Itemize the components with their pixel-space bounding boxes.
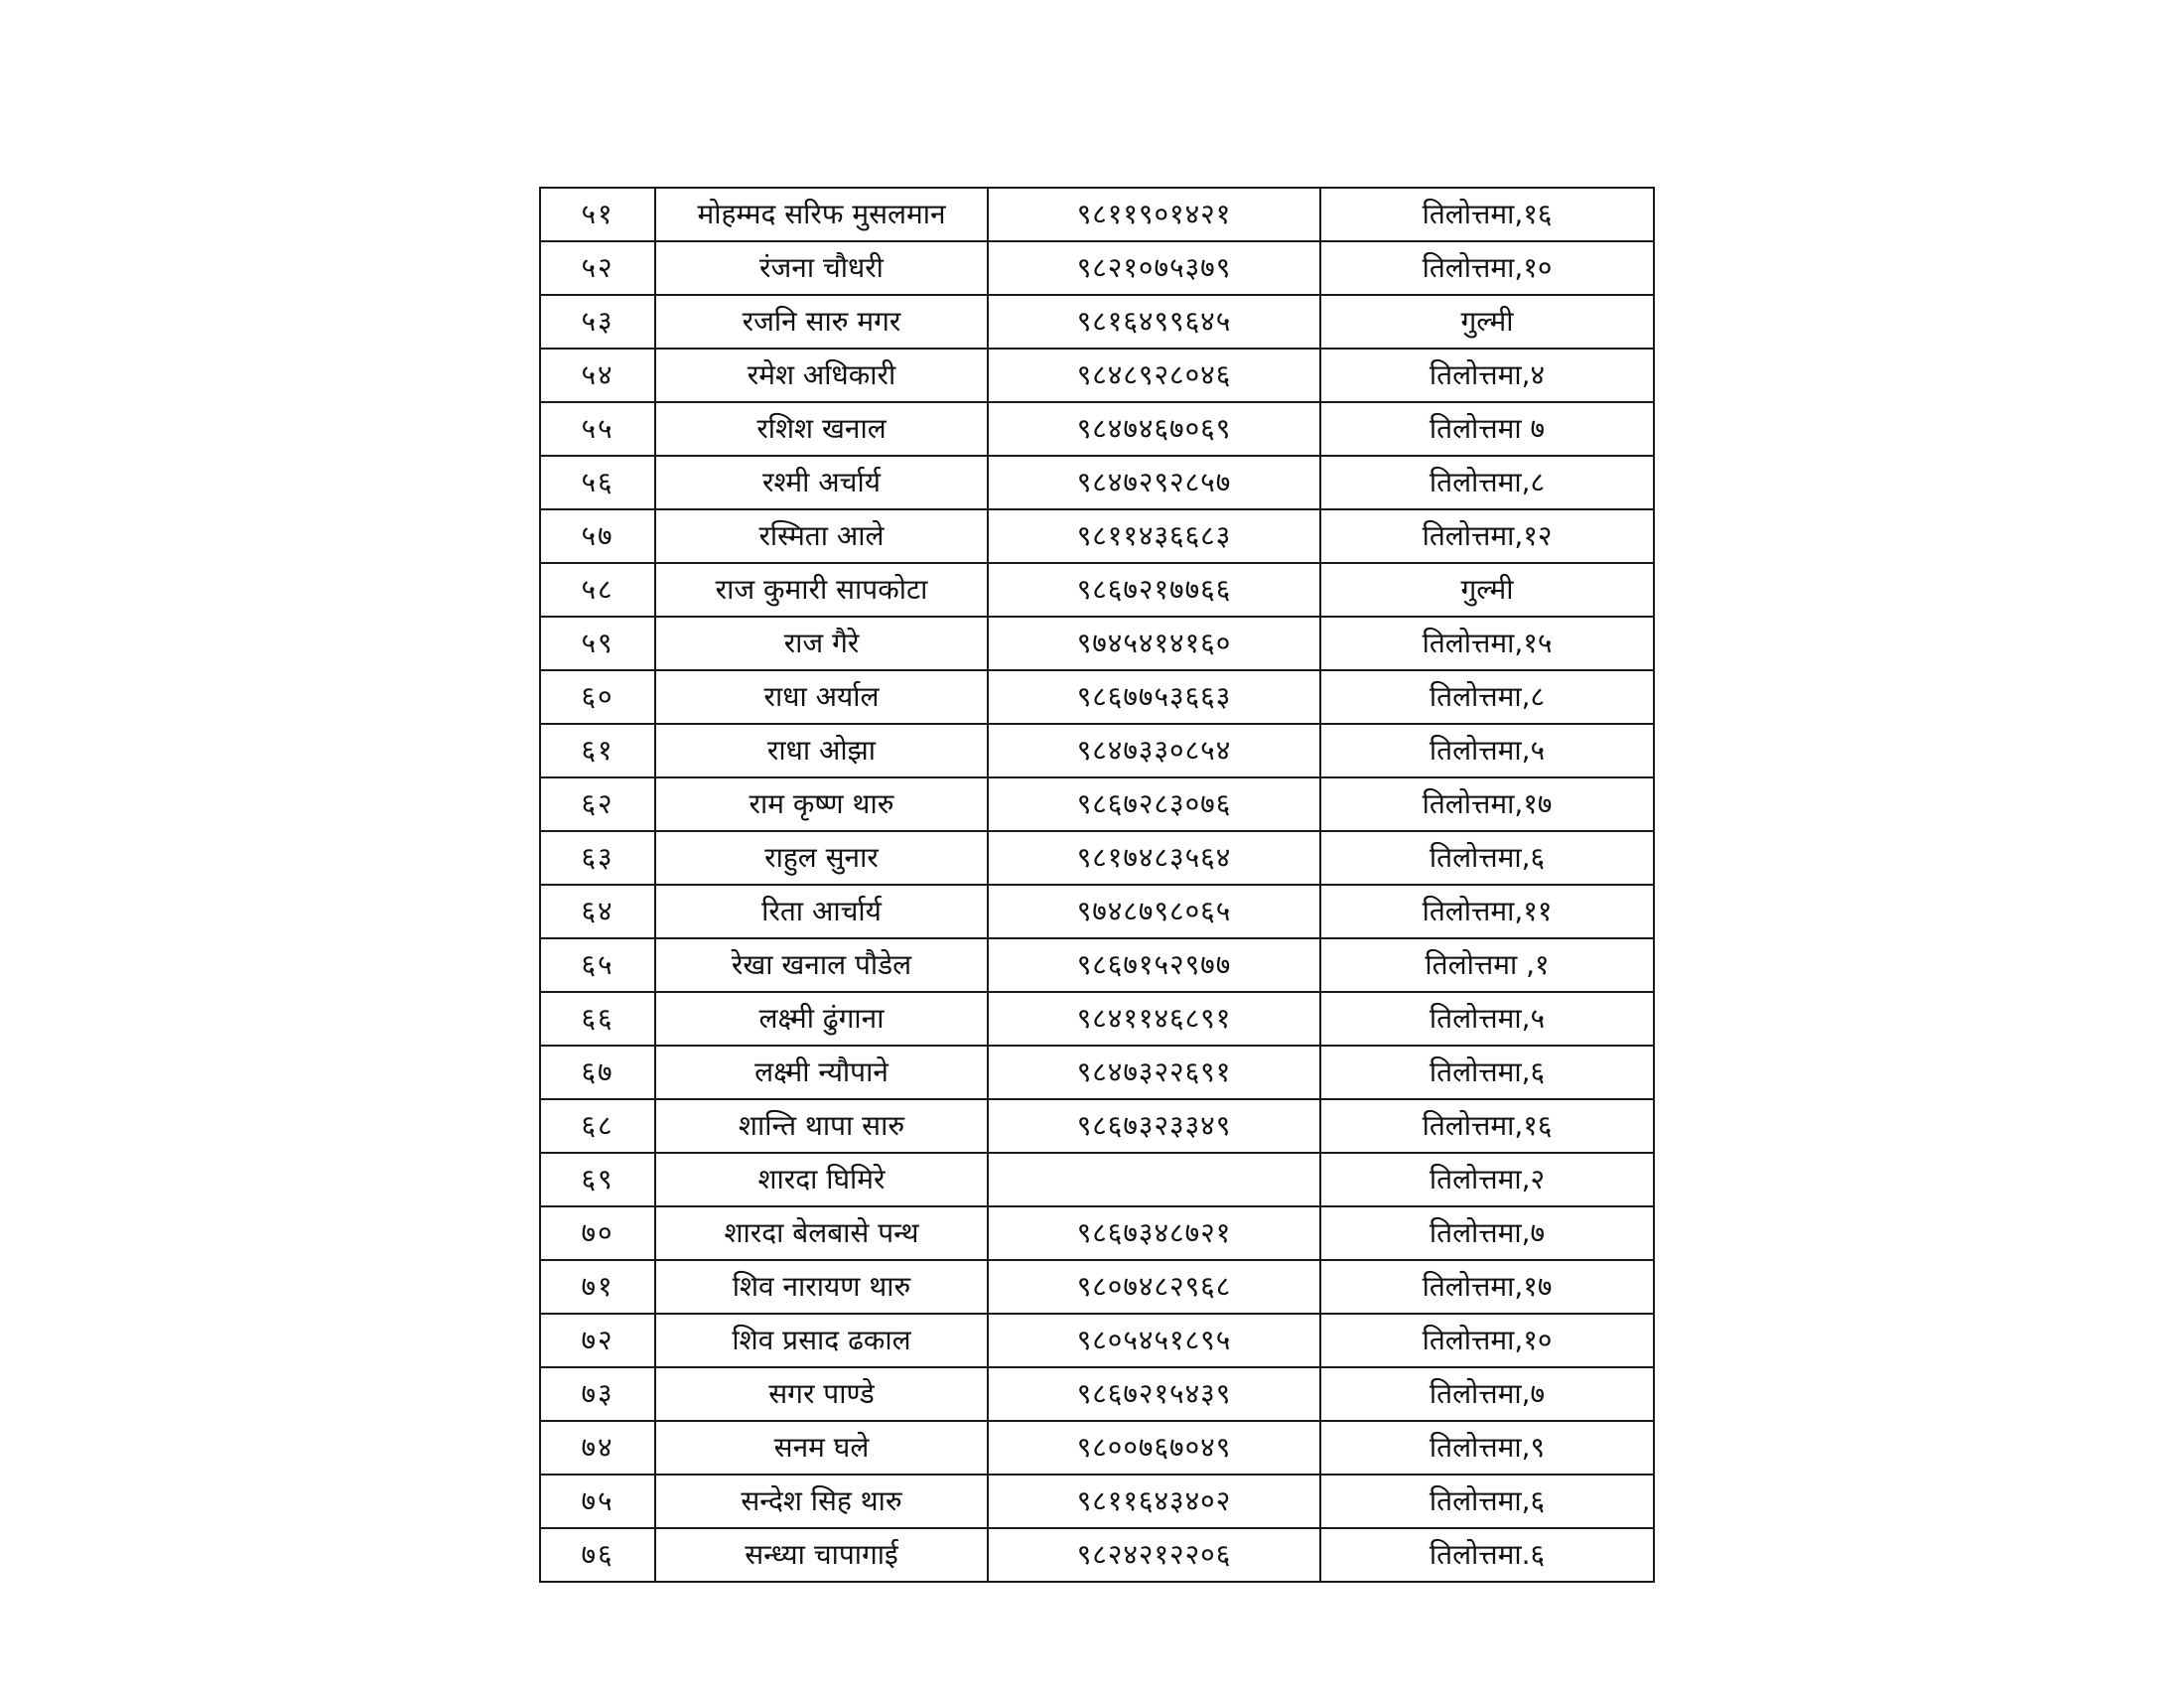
name-cell: रेखा खनाल पौडेल <box>655 938 988 992</box>
table-row <box>540 724 1654 777</box>
serial-number-cell: ५१ <box>540 188 655 241</box>
phone-number-cell: ९७४५४१४१६० <box>988 617 1320 670</box>
serial-number-cell: ७१ <box>540 1260 655 1314</box>
serial-number-cell: ७६ <box>540 1528 655 1582</box>
phone-number-cell: ९८६७२८३०७६ <box>988 777 1320 831</box>
table-row <box>540 1153 1654 1206</box>
serial-number-cell: ७३ <box>540 1367 655 1421</box>
serial-number-cell: ६० <box>540 670 655 724</box>
address-cell: तिलोत्तमा,५ <box>1320 724 1654 777</box>
table-row <box>540 1314 1654 1367</box>
address-cell: तिलोत्तमा,१० <box>1320 1314 1654 1367</box>
serial-number-cell: ७० <box>540 1206 655 1260</box>
serial-number-cell: ५८ <box>540 563 655 617</box>
table-row <box>540 1046 1654 1099</box>
serial-number-cell: ६५ <box>540 938 655 992</box>
serial-number-cell: ५५ <box>540 402 655 456</box>
phone-number-cell: ९७४८७९८०६५ <box>988 885 1320 938</box>
table-row <box>540 670 1654 724</box>
phone-number-cell: ९८०७४८२९६८ <box>988 1260 1320 1314</box>
name-cell: रिता आर्चार्य <box>655 885 988 938</box>
name-cell: शिव प्रसाद ढकाल <box>655 1314 988 1367</box>
address-cell: तिलोत्तमा,११ <box>1320 885 1654 938</box>
table-row <box>540 188 1654 241</box>
phone-number-cell: ९८००७६७०४९ <box>988 1421 1320 1475</box>
table-row <box>540 295 1654 349</box>
phone-number-cell: ९८४८९२८०४६ <box>988 349 1320 402</box>
phone-number-cell: ९८४७३३०८५४ <box>988 724 1320 777</box>
phone-number-cell: ९८६७१५२९७७ <box>988 938 1320 992</box>
serial-number-cell: ६७ <box>540 1046 655 1099</box>
address-cell: तिलोत्तमा,६ <box>1320 1046 1654 1099</box>
name-cell: राम कृष्ण थारु <box>655 777 988 831</box>
phone-number-cell: ९८२४२१२२०६ <box>988 1528 1320 1582</box>
phone-number-cell: ९८४७४६७०६९ <box>988 402 1320 456</box>
serial-number-cell: ५३ <box>540 295 655 349</box>
name-cell: शान्ति थापा सारु <box>655 1099 988 1153</box>
phone-number-cell: ९८११४३६६८३ <box>988 509 1320 563</box>
address-cell: तिलोत्तमा.६ <box>1320 1528 1654 1582</box>
name-cell: सन्देश सिह थारु <box>655 1475 988 1528</box>
table-row <box>540 1421 1654 1475</box>
name-cell: रंजना चौधरी <box>655 241 988 295</box>
table-row <box>540 777 1654 831</box>
phone-number-cell: ९८६७७५३६६३ <box>988 670 1320 724</box>
name-cell: मोहम्मद सरिफ मुसलमान <box>655 188 988 241</box>
address-cell: तिलोत्तमा,१७ <box>1320 1260 1654 1314</box>
address-cell: तिलोत्तमा ,१ <box>1320 938 1654 992</box>
address-cell: तिलोत्तमा,१२ <box>1320 509 1654 563</box>
table-row <box>540 617 1654 670</box>
address-cell: तिलोत्तमा,९ <box>1320 1421 1654 1475</box>
name-cell: लक्ष्मी ढुंगाना <box>655 992 988 1046</box>
name-cell: राज कुमारी सापकोटा <box>655 563 988 617</box>
phone-number-cell: ९८४११४६८९१ <box>988 992 1320 1046</box>
phone-number-cell: ९८६७३४८७२१ <box>988 1206 1320 1260</box>
address-cell: तिलोत्तमा ७ <box>1320 402 1654 456</box>
name-cell: रस्मिता आले <box>655 509 988 563</box>
name-cell: राहुल सुनार <box>655 831 988 885</box>
table-row <box>540 349 1654 402</box>
serial-number-cell: ६२ <box>540 777 655 831</box>
name-cell: सनम घले <box>655 1421 988 1475</box>
name-cell: रश्मी अर्चार्य <box>655 456 988 509</box>
serial-number-cell: ६९ <box>540 1153 655 1206</box>
address-cell: तिलोत्तमा,१० <box>1320 241 1654 295</box>
name-cell: राधा अर्याल <box>655 670 988 724</box>
address-cell: तिलोत्तमा,८ <box>1320 670 1654 724</box>
serial-number-cell: ७५ <box>540 1475 655 1528</box>
address-cell: तिलोत्तमा,६ <box>1320 1475 1654 1528</box>
serial-number-cell: ७२ <box>540 1314 655 1367</box>
serial-number-cell: ७४ <box>540 1421 655 1475</box>
serial-number-cell: ५६ <box>540 456 655 509</box>
table-row <box>540 456 1654 509</box>
name-cell: शिव नारायण थारु <box>655 1260 988 1314</box>
phone-number-cell: ९८६७२१५४३९ <box>988 1367 1320 1421</box>
phone-number-cell: ९८०५४५१८९५ <box>988 1314 1320 1367</box>
phone-number-cell: ९८१७४८३५६४ <box>988 831 1320 885</box>
phone-number-cell: ९८१६४९९६४५ <box>988 295 1320 349</box>
serial-number-cell: ५९ <box>540 617 655 670</box>
address-cell: तिलोत्तमा,२ <box>1320 1153 1654 1206</box>
table-row <box>540 563 1654 617</box>
address-cell: तिलोत्तमा,७ <box>1320 1206 1654 1260</box>
table-row <box>540 885 1654 938</box>
serial-number-cell: ५४ <box>540 349 655 402</box>
name-cell: शारदा बेलबासे पन्थ <box>655 1206 988 1260</box>
name-cell: शारदा घिमिरे <box>655 1153 988 1206</box>
name-cell: रशिश खनाल <box>655 402 988 456</box>
phone-number-cell <box>988 1153 1320 1206</box>
name-cell: राधा ओझा <box>655 724 988 777</box>
serial-number-cell: ६३ <box>540 831 655 885</box>
phone-number-cell: ९८४७२९२८५७ <box>988 456 1320 509</box>
address-cell: तिलोत्तमा,१६ <box>1320 1099 1654 1153</box>
contact-list-table <box>539 187 1655 1583</box>
phone-number-cell: ९८४७३२२६९१ <box>988 1046 1320 1099</box>
address-cell: तिलोत्तमा,१५ <box>1320 617 1654 670</box>
address-cell: तिलोत्तमा,४ <box>1320 349 1654 402</box>
name-cell: लक्ष्मी न्यौपाने <box>655 1046 988 1099</box>
table-row <box>540 992 1654 1046</box>
table-row <box>540 1260 1654 1314</box>
name-cell: राज गैरे <box>655 617 988 670</box>
phone-number-cell: ९८६७३२३३४९ <box>988 1099 1320 1153</box>
name-cell: सगर पाण्डे <box>655 1367 988 1421</box>
phone-number-cell: ९८२१०७५३७९ <box>988 241 1320 295</box>
address-cell: तिलोत्तमा,१७ <box>1320 777 1654 831</box>
phone-number-cell: ९८६७२१७७६६ <box>988 563 1320 617</box>
table-row <box>540 509 1654 563</box>
address-cell: तिलोत्तमा,६ <box>1320 831 1654 885</box>
serial-number-cell: ५७ <box>540 509 655 563</box>
table-row <box>540 402 1654 456</box>
address-cell: गुल्मी <box>1320 563 1654 617</box>
serial-number-cell: ६४ <box>540 885 655 938</box>
table-row <box>540 1206 1654 1260</box>
address-cell: तिलोत्तमा,८ <box>1320 456 1654 509</box>
phone-number-cell: ९८११६४३४०२ <box>988 1475 1320 1528</box>
table-row <box>540 938 1654 992</box>
table-body <box>540 188 1654 1582</box>
serial-number-cell: ६८ <box>540 1099 655 1153</box>
table-row <box>540 1475 1654 1528</box>
address-cell: तिलोत्तमा,१६ <box>1320 188 1654 241</box>
name-cell: रमेश अधिकारी <box>655 349 988 402</box>
phone-number-cell: ९८११९०१४२१ <box>988 188 1320 241</box>
table-row <box>540 1099 1654 1153</box>
table-row <box>540 241 1654 295</box>
table-row <box>540 1367 1654 1421</box>
table-row <box>540 831 1654 885</box>
address-cell: तिलोत्तमा,७ <box>1320 1367 1654 1421</box>
serial-number-cell: ६१ <box>540 724 655 777</box>
name-cell: सन्ध्या चापागाई <box>655 1528 988 1582</box>
address-cell: गुल्मी <box>1320 295 1654 349</box>
address-cell: तिलोत्तमा,५ <box>1320 992 1654 1046</box>
name-cell: रजनि सारु मगर <box>655 295 988 349</box>
table-row <box>540 1528 1654 1582</box>
serial-number-cell: ६६ <box>540 992 655 1046</box>
serial-number-cell: ५२ <box>540 241 655 295</box>
